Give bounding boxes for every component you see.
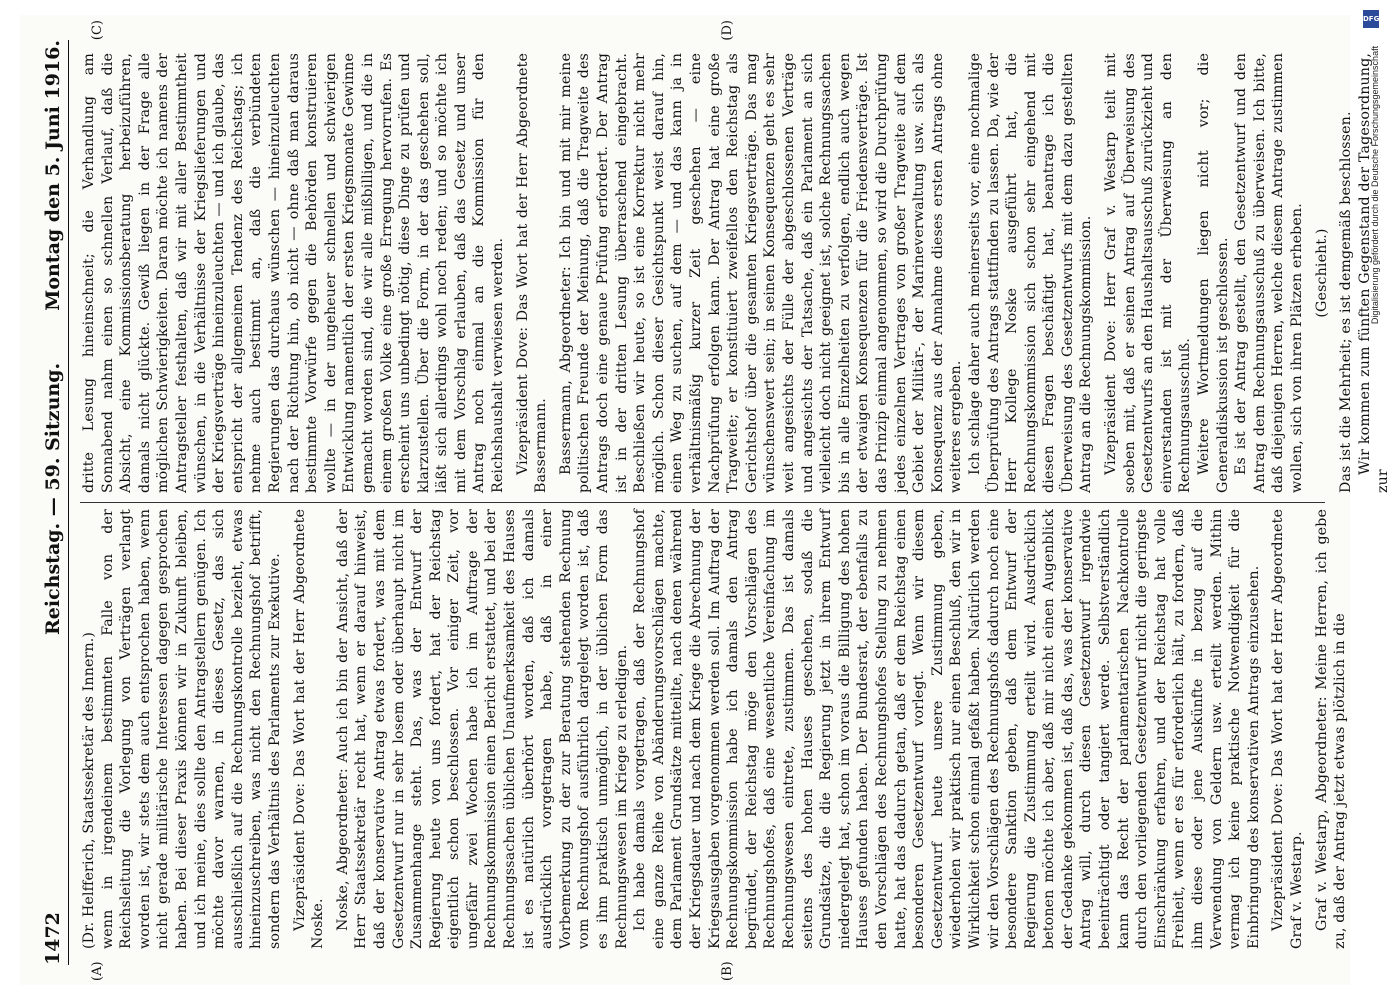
- paragraph: Ich habe damals vorgetragen, daß der Rechnungshof eine ganze Reihe von Abänderungsvorschlägen machte, dem Parlament Grundsätze mitteilte, nach denen während der Kriegsdauer und nach dem Kriege die Abrechnung der Kriegsausgaben vorgenommen werden soll. Im Auftrag der Rechnungskommission habe ich damals den Antrag begründet, der Reichstag möge den Vorschlägen des Rechnungshofes, daß eine wesentliche Vereinfachung im Rechnungswesen eintrete, zustimmen. Das ist damals seitens des hohen Hauses geschehen, sodaß die Grundsätze, die die Regierung jetzt in ihrem Entwurf niedergelegt hat, schon im voraus die Billigung des hohen Hauses gefunden haben. Der Bundesrat, der ebenfalls zu den Vorschlägen des Rechnungshofes Stellung zu nehmen hatte, hat das dadurch getan, daß er dem Reichstag einen besonderen Gesetzentwurf vorlegt. Wenn wir diesem Gesetzentwurf heute unsere Zustimmung geben, wiederholen wir praktisch nur einen Beschluß, den wir in Wirklichkeit schon einmal gefaßt haben. Natürlich werden wir den Vorschlägen des Rechnungshofs dadurch noch eine besondere Sanktion geben, daß dem Entwurf der Regierung die Zustimmung erteilt wird. Ausdrücklich betonen möchte ich aber, daß mir nicht einen Augenblick der Gedanke gekommen ist, daß das, was der konservative Antrag will, durch diesen Gesetzentwurf irgendwie beeinträchtigt oder tangiert werde. Selbstverständlich kann das Recht der parlamentarischen Nachkontrolle durch den vorliegenden Gesetzentwurf nicht die geringste Einschränkung erfahren, und der Reichstag hat volle Freiheit, wenn er es für erforderlich hält, zu fordern, daß ihm diese oder jene Auskünfte in bezug auf die Verwendung von Geldern usw. erteilt werden. Mithin vermag ich keine praktische Notwendigkeit für die Einbringung des konservativen Antrags einzusehen.: [632, 509, 1262, 949]
- session-title: Reichstag. — 59. Sitzung.: [42, 362, 64, 635]
- page-number: 1472: [42, 912, 64, 965]
- paragraph: Weitere Wortmeldungen liegen nicht vor; die Generaldiskussion ist geschlossen.: [1196, 53, 1231, 493]
- paragraph: Vizepräsident Dove: Herr Graf v. Westarp teilt mit soeben mit, daß er seinen Antrag auf Überweisung des Gesetzentwurfs an den Haushaltsausschuß zurückzieht und einverstanden ist mit der Überweisung an den Rechnungsausschuß.: [1103, 53, 1194, 493]
- paragraph: Vizepräsident Dove: Das Wort hat der Herr Abgeordnete Bassermann.: [514, 53, 550, 493]
- paragraph: Noske, Abgeordneter: Auch ich bin der Ansicht, daß der Herr Staatssekretär recht hat, wenn er darauf hinweist, daß der konservative Antrag etwas fordert, was mit dem Gesetzentwurf nur in sehr losem oder überhaupt nicht im Zusammenhange steht. Das, was der Entwurf der Regierung heute von uns fordert, hat der Reichstag eigentlich schon beschlossen. Vor einiger Zeit, vor ungefähr zwei Wochen habe ich im Auftrage der Rechnungskommission einen Bericht erstattet, und bei der Rechnungssachen üblichen Unaufmerksamkeit des Hauses ist es natürlich überhört worden, daß ich damals ausdrücklich vorgetragen habe, daß in einer Vorbemerkung zu der zur Beratung stehenden Rechnung vom Rechnungshof ausführlich dargelegt worden ist, daß es ihm praktisch unmöglich, in der üblichen Form das Rechnungswesen im Kriege zu erledigen.: [334, 509, 630, 949]
- left-text-column: [80, 509, 1349, 949]
- digitization-credit: Digitalisierung gefördert durch die Deutsche Forschungsgemeinschaft: [1370, 45, 1380, 325]
- paragraph: Bassermann, Abgeordneter: Ich bin und mit mir meine politischen Freunde der Meinung, daß die Tragweite des Antrags doch eine genaue Prüfung erfordert. Der Antrag ist in der dritten Lesung überraschend eingebracht. Beschließen wir heute, so ist eine Korrektur nicht mehr möglich. Schon dieser Gesichtspunkt weist darauf hin, einen Weg zu suchen, auf dem — und das kann ja in verhältnismäßig kurzer Zeit geschehen — eine Nachprüfung erfolgen kann. Der Antrag hat eine große Tragweite; er konstituiert zweifellos den Reichstag als Gerichtshof über die gesamten Kriegsverträge. Das mag wünschenswert sein; in seinen Konsequenzen geht es sehr weit angesichts der Fülle der abgeschlossenen Verträge und angesichts der Tatsache, daß ein Parlament an sich vielleicht doch nicht geeignet ist, solche Rechnungssachen bis in alle Einzelheiten zu verfolgen, endlich auch wegen der etwaigen Konsequenzen für die Friedensverträge. Ist das Prinzip einmal angenommen, so wird die Durchprüfung jedes einzelnen Vertrages von großer Tragweite auf dem Gebiet der Militär-, der Marineverwaltung usw. sich als Konsequenz aus der Annahme dieses ersten Antrags ohne weiteres ergeben.: [557, 53, 965, 493]
- paragraph: Vizepräsident Dove: Das Wort hat der Herr Abgeordnete Noske.: [291, 509, 327, 949]
- page-header: [38, 40, 69, 965]
- paragraph: Ich schlage daher auch meinerseits vor, eine nochmalige Überprüfung des Antrags stattfinden zu lassen. Da, wie der Herr Kollege Noske ausgeführt hat, die Rechnungskommission sich schon sehr eingehend mit diesen Fragen beschäftigt hat, beantrage ich die Überweisung des Gesetzentwurfs mit dem dazu gestellten Antrag an die Rechnungskommission.: [966, 53, 1095, 493]
- paragraph: Vizepräsident Dove: Das Wort hat der Herr Abgeordnete Graf v. Westarp.: [1270, 509, 1305, 949]
- margin-marker-b: (B): [720, 961, 735, 981]
- paragraph: Das ist die Mehrheit; es ist demgemäß beschlossen.: [1338, 111, 1355, 493]
- paragraph: Es ist der Antrag gestellt, den Gesetzentwurf und den Antrag dem Rechnungsausschuß zu überweisen. Ich bitte, daß diejenigen Herren, welche diesem Antrage zustimmen wollen, sich von ihren Plätzen erheben.: [1233, 53, 1305, 493]
- paragraph: dritte Lesung hineinschneit; die Verhandlung am Sonnabend nahm einen so schnellen Verlauf, daß die Absicht, eine Kommissionsberatung herbeizuführen, damals nicht glückte. Gewiß liegen in der Frage alle möglichen Schwierigkeiten. Daran möchte ich namens der Antragsteller festhalten, daß wir mit aller Bestimmtheit wünschen, in die Verhältnisse der Kriegslieferungen und der Kriegsverträge hineinzuleuchten — und ich glaube, das entspricht der allgemeinen Tendenz des Reichstags; ich nehme auch bestimmt an, daß die verbündeten Regierungen das durchaus wünschen — hineinzuleuchten nach der Richtung hin, ob nicht — ohne daß man daraus bestimmte Vorwürfe gegen die Behörden konstruieren wollte — in der ungeheuer schnellen und schwierigen Entwicklung namentlich der ersten Kriegsmonate Gewinne gemacht worden sind, die wir alle mißbilligen, und die in einem großen Volke eine große Erregung hervorrufen. Es erscheint uns unbedingt nötig, diese Dinge zu prüfen und klarzustellen. Über die Form, in der das geschehen soll, läßt sich allerdings wohl noch reden; und so möchte ich mit dem Vorschlag erlauben, daß das Gesetz und unser Antrag noch einmal an die Kommission für den Reichshaushalt verwiesen werden.: [81, 53, 507, 493]
- paragraph: Wir kommen zum fünften Gegenstand der Tagesordnung, zur: [1356, 53, 1392, 493]
- paragraph: (Geschieht.): [1313, 228, 1330, 318]
- session-date: Montag den 5. Juni 1916.: [42, 40, 64, 311]
- column-divider: [80, 502, 1325, 503]
- margin-marker-c: (C): [90, 20, 105, 41]
- paragraph: Graf v. Westarp, Abgeordneter: Meine Herren, ich gebe zu, daß der Antrag jetzt etwas plötzlich in die: [1313, 509, 1349, 949]
- dfg-logo: DFG: [1363, 10, 1379, 28]
- paragraph: (Dr. Helfferich, Staatssekretär des Innern.): [81, 631, 97, 949]
- margin-marker-d: (D): [720, 20, 735, 41]
- paragraph: wenn in irgendeinem bestimmten Falle von der Reichsleitung die Vorlegung von Verträgen verlangt worden ist, wir stets dem auch entsprochen haben, wenn nicht gerade militärische Interessen dagegen gesprochen haben. Bei dieser Praxis können wir in Zukunft bleiben, und ich meine, dies sollte den Antragstellern genügen. Ich möchte davor warnen, in dieses Gesetz, das sich ausschließlich auf die Rechnungskontrolle bezieht, etwas hineinzuschreiben, was nicht den Rechnungshof betrifft, sondern das Verhältnis des Parlaments zur Exekutive.: [99, 509, 283, 949]
- margin-marker-a: (A): [90, 961, 105, 981]
